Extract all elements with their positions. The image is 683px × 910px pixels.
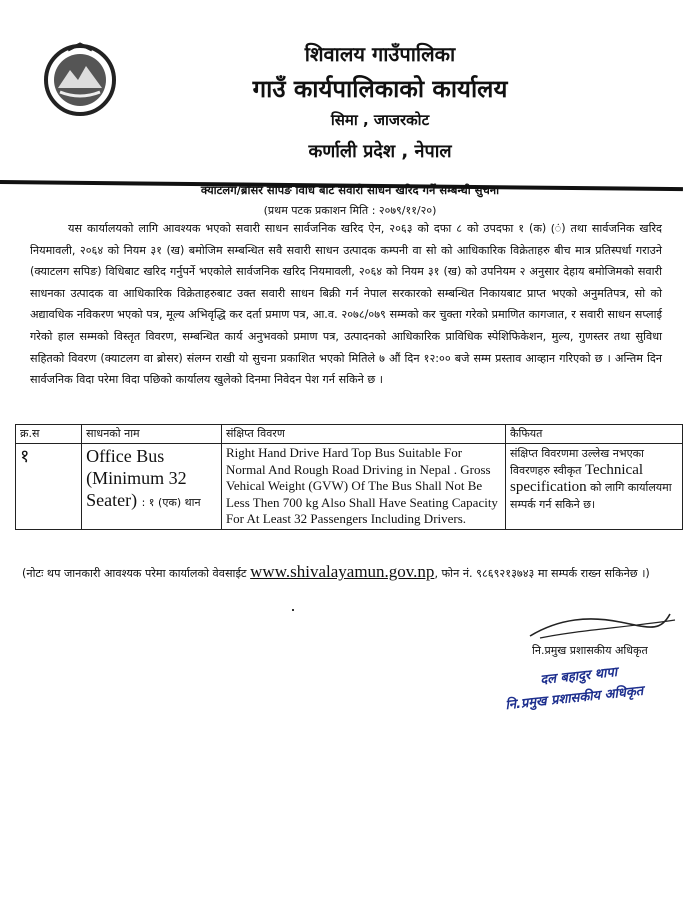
- note-text-post: , फोन नं. ९८६९२१३७४३ मा सम्पर्क राख्न सकिनेछ ।): [434, 567, 650, 580]
- table-row: [16, 444, 683, 530]
- emblem-logo: [40, 40, 120, 120]
- signatory-title: नि.प्रमुख प्रशासकीय अधिकृत: [532, 644, 648, 657]
- notice-title: क्याटलग/ब्रोसर सपिङ विधि बाट सवारी साधन खरिद गर्ने सम्बन्धी सुचना: [200, 183, 500, 197]
- notice-body: यस कार्यालयको लागि आवश्यक भएको सवारी साधन सार्वजनिक खरिद ऐन, २०६३ को दफा ८ को उपदफा १ (क) (ं) तथा सार्वजनिक खरिद नियमावली, २०६४ को नियम ३१ (ख) बमोजिम सम्बन्धित सवै सवारी साधन उत्पादक कम्पनी वा सो को आधिकारिक विक्रेताहरु बीच मात्र प्रतिस्पर्धा गराउने (क्याटलग सपिङ) विधिबाट खरिद गर्नुपर्ने भएकोले सार्वजनिक खरिद नियमावली, २०६४ को नियम ३१ (ख) को उपनियम २ अनुसार देहाय बमोजिमको सवारी साधनका उत्पादक वा आधिकारिक विक्रेताहरुबाट उक्त सवारी साधन बिक्री गर्न नेपाल सरकारको सम्बन्धित निकायबाट प्राप्त भएको अनुमतिपत्र, सो को अद्यावधिक नविकरण भएको पत्र, मूल्य अभिवृद्धि कर दर्ता प्रमाण पत्र, आ.व. २०७८/०७९ सम्मको कर चुक्ता गरेको प्रमाणित कागजात, र सवारी साधन सप्लाई गरेको हाल सम्मको विस्तृत विवरण, सम्बन्धित कार्य अनुभवको प्रमाण पत्र, उत्पादनको आधिकारिक प्राविधिक स्पेशिफिकेशन, मुल्य, गुणस्तर तथा सुविधा सहितको विवरण (क्याटलग वा ब्रोसर) संलग्न राखी यो सुचना प्रकाशित भएको मितिले ७ औं दिन १२:०० बजे सम्म प्रस्ताव आव्हान गरिएको छ । अन्तिम दिन सार्वजनिक विदा परेमा विदा पछिको कार्यालय खुलेको दिनमा निवेदन पेश गर्न सकिने छ ।: [30, 222, 662, 387]
- remark-text-post: को लागि कार्यालयमा सम्पर्क गर्न सकिने छ।: [510, 481, 672, 511]
- signature-mark: [520, 608, 680, 644]
- province-country: कर्णाली प्रदेश , नेपाल: [308, 141, 452, 162]
- cell-sn: १: [16, 444, 82, 530]
- stamp-name: दल बहादुर थापा: [539, 665, 618, 688]
- footer-note: [22, 560, 672, 586]
- stamp-title: नि.प्रमुख प्रशासकीय अधिकृत: [504, 683, 644, 714]
- website-link[interactable]: www.shivalayamun.gov.np: [250, 562, 435, 581]
- cell-description: Right Hand Drive Hard Top Bus Suitable For Normal And Rough Road Driving in Nepal . Gross Vehical Weight (GVW) Of The Bus Shall Not Be Less Then 700 kg Also Shall Have Seating Capacity For At Least 32 Passengers Including Drivers.: [221, 444, 505, 530]
- stray-mark: [292, 609, 294, 611]
- table-header-row: [16, 425, 683, 444]
- vehicle-spec-table: [15, 424, 683, 530]
- column-header-description: संक्षिप्त विवरण: [221, 425, 505, 444]
- remark-text-pre: संक्षिप्त विवरणमा उल्लेख नभएका विवरणहरु स्वीकृत: [510, 447, 644, 477]
- office-address: सिमा , जाजरकोट: [330, 111, 430, 129]
- column-header-vehicle: साधनको नाम: [82, 425, 222, 444]
- cell-remarks: [506, 444, 683, 530]
- column-header-sn: क्र.स: [16, 425, 82, 444]
- vehicle-quantity: : १ (एक) थान: [141, 496, 201, 509]
- office-name: गाउँ कार्यपालिकाको कार्यालय: [252, 75, 508, 103]
- note-text-pre: (नोटः थप जानकारी आवश्यक परेमा कार्यालको वेवसाईट: [22, 567, 247, 580]
- remark-text-en: Technical specification: [510, 462, 644, 495]
- cell-vehicle-name: [82, 444, 222, 530]
- municipality-name: शिवालय गाउँपालिका: [304, 42, 456, 66]
- notice-publish-date: (प्रथम पटक प्रकाशन मिति : २०७९/११/२०): [263, 204, 437, 217]
- vehicle-name: Office Bus (Minimum 32 Seater): [86, 446, 187, 510]
- column-header-remarks: कैफियत: [506, 425, 683, 444]
